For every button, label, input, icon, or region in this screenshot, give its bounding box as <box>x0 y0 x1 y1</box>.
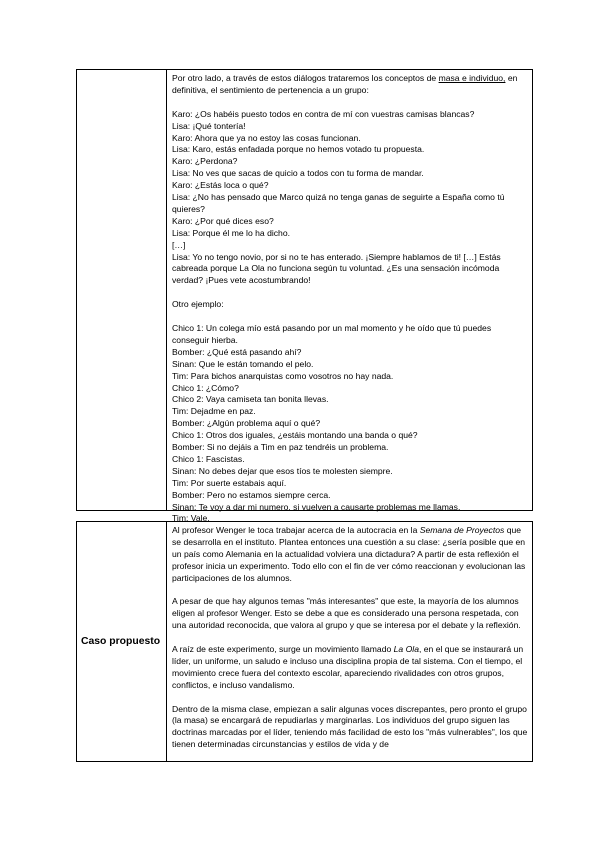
dialogue-table <box>76 69 533 524</box>
dialogue-line: Lisa: Yo no tengo novio, por si no te has enterado. ¡Siempre hablamos de ti! […] Estás cabreada porque La Ola no funciona según tu voluntad. ¿Es una sensación incómoda verdad? ¡Pues vete acostumbrando! <box>172 251 501 286</box>
dialogue-line: Tim: Vale. <box>172 513 210 524</box>
dialogue-line: Lisa: ¡Qué tontería! <box>172 120 246 131</box>
label-cell <box>77 522 167 761</box>
dialogue-line: Sinan: Te voy a dar mi numero, si vuelven a causarte problemas me llamas. <box>172 501 461 512</box>
content-cell-case <box>167 522 532 761</box>
dialogue-line: Chico 1: Otros dos iguales, ¿estáis montando una banda o qué? <box>172 430 418 441</box>
dialogue-line: Lisa: ¿No has pensado que Marco quizá no tenga ganas de seguirte a España como tú quieres? <box>172 192 505 214</box>
case-paragraph-2: A pesar de que hay algunos temas "más interesantes" que este, la mayoría de los alumnos eligen al profesor Wenger. Esto se debe a que es considerado una persona respetada, con una autoridad reconocida, que valora al grupo y que se interesa por el debate y la reflexión. <box>172 596 521 631</box>
dialogue-line: Tim: Para bichos anarquistas como vosotros no hay nada. <box>172 370 394 381</box>
dialogue-line: Bomber: ¿Algún problema aquí o qué? <box>172 418 321 429</box>
dialogue-line: Sinan: No debes dejar que esos tíos te molesten siempre. <box>172 465 393 476</box>
dialogue-line: Karo: ¿Estás loca o qué? <box>172 180 269 191</box>
dialogue-line: Karo: ¿Por qué dices eso? <box>172 215 274 226</box>
dialogue-line: Chico 1: Un colega mío está pasando por un mal momento y he oído que tú puedes conseguir hierba. <box>172 322 492 345</box>
case-paragraph-1: Al profesor Wenger le toca trabajar acerca de la autocracia en la Semana de Proyectos que se desarrolla en el instituto. Plantea entonces una cuestión a su clase: ¿sería posible que en un país como Alemania en la actualidad volviera una dictadura? A partir de esta reflexión el profesor inicia un experimento. Todo ello con el fin de ver cómo reaccionan y evolucionan las participaciones de los alumnos. <box>172 525 526 583</box>
dialogue-line: Lisa: Karo, estás enfadada porque no hemos votado tu propuesta. <box>172 144 425 155</box>
label-cell-empty <box>77 70 167 510</box>
case-table <box>76 521 533 762</box>
dialogue-line: Karo: ¿Perdona? <box>172 156 238 167</box>
dialogue-line: Lisa: Porque él me lo ha dicho. <box>172 227 290 238</box>
italic-semana-proyectos: Semana de Proyectos <box>419 525 505 535</box>
italic-la-ola: La Ola <box>393 644 419 655</box>
dialogue-line: Sinan: Que le están tomando el pelo. <box>172 358 314 369</box>
section-label-caso-propuesto: Caso propuesto <box>81 635 161 647</box>
underlined-concepts: masa e individuo, <box>438 73 506 83</box>
dialogue-line: […] <box>172 239 186 250</box>
dialogue-line: Chico 2: Vaya camiseta tan bonita llevas. <box>172 394 329 405</box>
intro-paragraph: Por otro lado, a través de estos diálogos trataremos los conceptos de masa e individuo, en definitiva, el sentimiento de pertenencia a un grupo: <box>172 73 518 95</box>
dialogue-line: Tim: Dejadme en paz. <box>172 406 256 417</box>
dialogue-karo-lisa <box>172 109 528 288</box>
dialogue-line: Chico 1: Fascistas. <box>172 453 245 464</box>
dialogue-line: Bomber: ¿Qué está pasando ahí? <box>172 346 302 357</box>
other-example-heading: Otro ejemplo: <box>172 299 224 310</box>
case-paragraph-3: A raíz de este experimento, surge un movimiento llamado La Ola, en el que se instaurará un líder, un uniforme, un saludo e incluso una disciplina propia de tal sistema. Con el tiempo, el movimiento crece fuera del contexto escolar, apareciendo rivalidades con otros grupos, conflictos, e incluso vandalismo. <box>172 644 524 690</box>
dialogue-line: Bomber: Si no dejáis a Tim en paz tendréis un problema. <box>172 442 389 453</box>
content-cell-dialogues <box>167 70 532 524</box>
dialogue-line: Karo: ¿Os habéis puesto todos en contra de mí con vuestras camisas blancas? <box>172 108 475 119</box>
case-paragraph-4: Dentro de la misma clase, empiezan a salir algunas voces discrepantes, pero pronto el grupo (la masa) se encargará de repudiarlas y marginarlas. Los individuos del grupo siguen las doctrinas marcadas por el líder, teniendo más facilidad de esto los "más vulnerables", los que tienen determinadas circunstancias y estilos de vida y de <box>172 703 528 750</box>
dialogue-chicos-bomber <box>172 323 528 525</box>
dialogue-line: Tim: Por suerte estabais aquí. <box>172 477 287 488</box>
dialogue-line: Karo: Ahora que ya no estoy las cosas funcionan. <box>172 132 361 143</box>
dialogue-line: Bomber: Pero no estamos siempre cerca. <box>172 489 331 500</box>
dialogue-line: Chico 1: ¿Cómo? <box>172 382 239 393</box>
dialogue-line: Lisa: No ves que sacas de quicio a todos con tu forma de mandar. <box>172 168 424 179</box>
